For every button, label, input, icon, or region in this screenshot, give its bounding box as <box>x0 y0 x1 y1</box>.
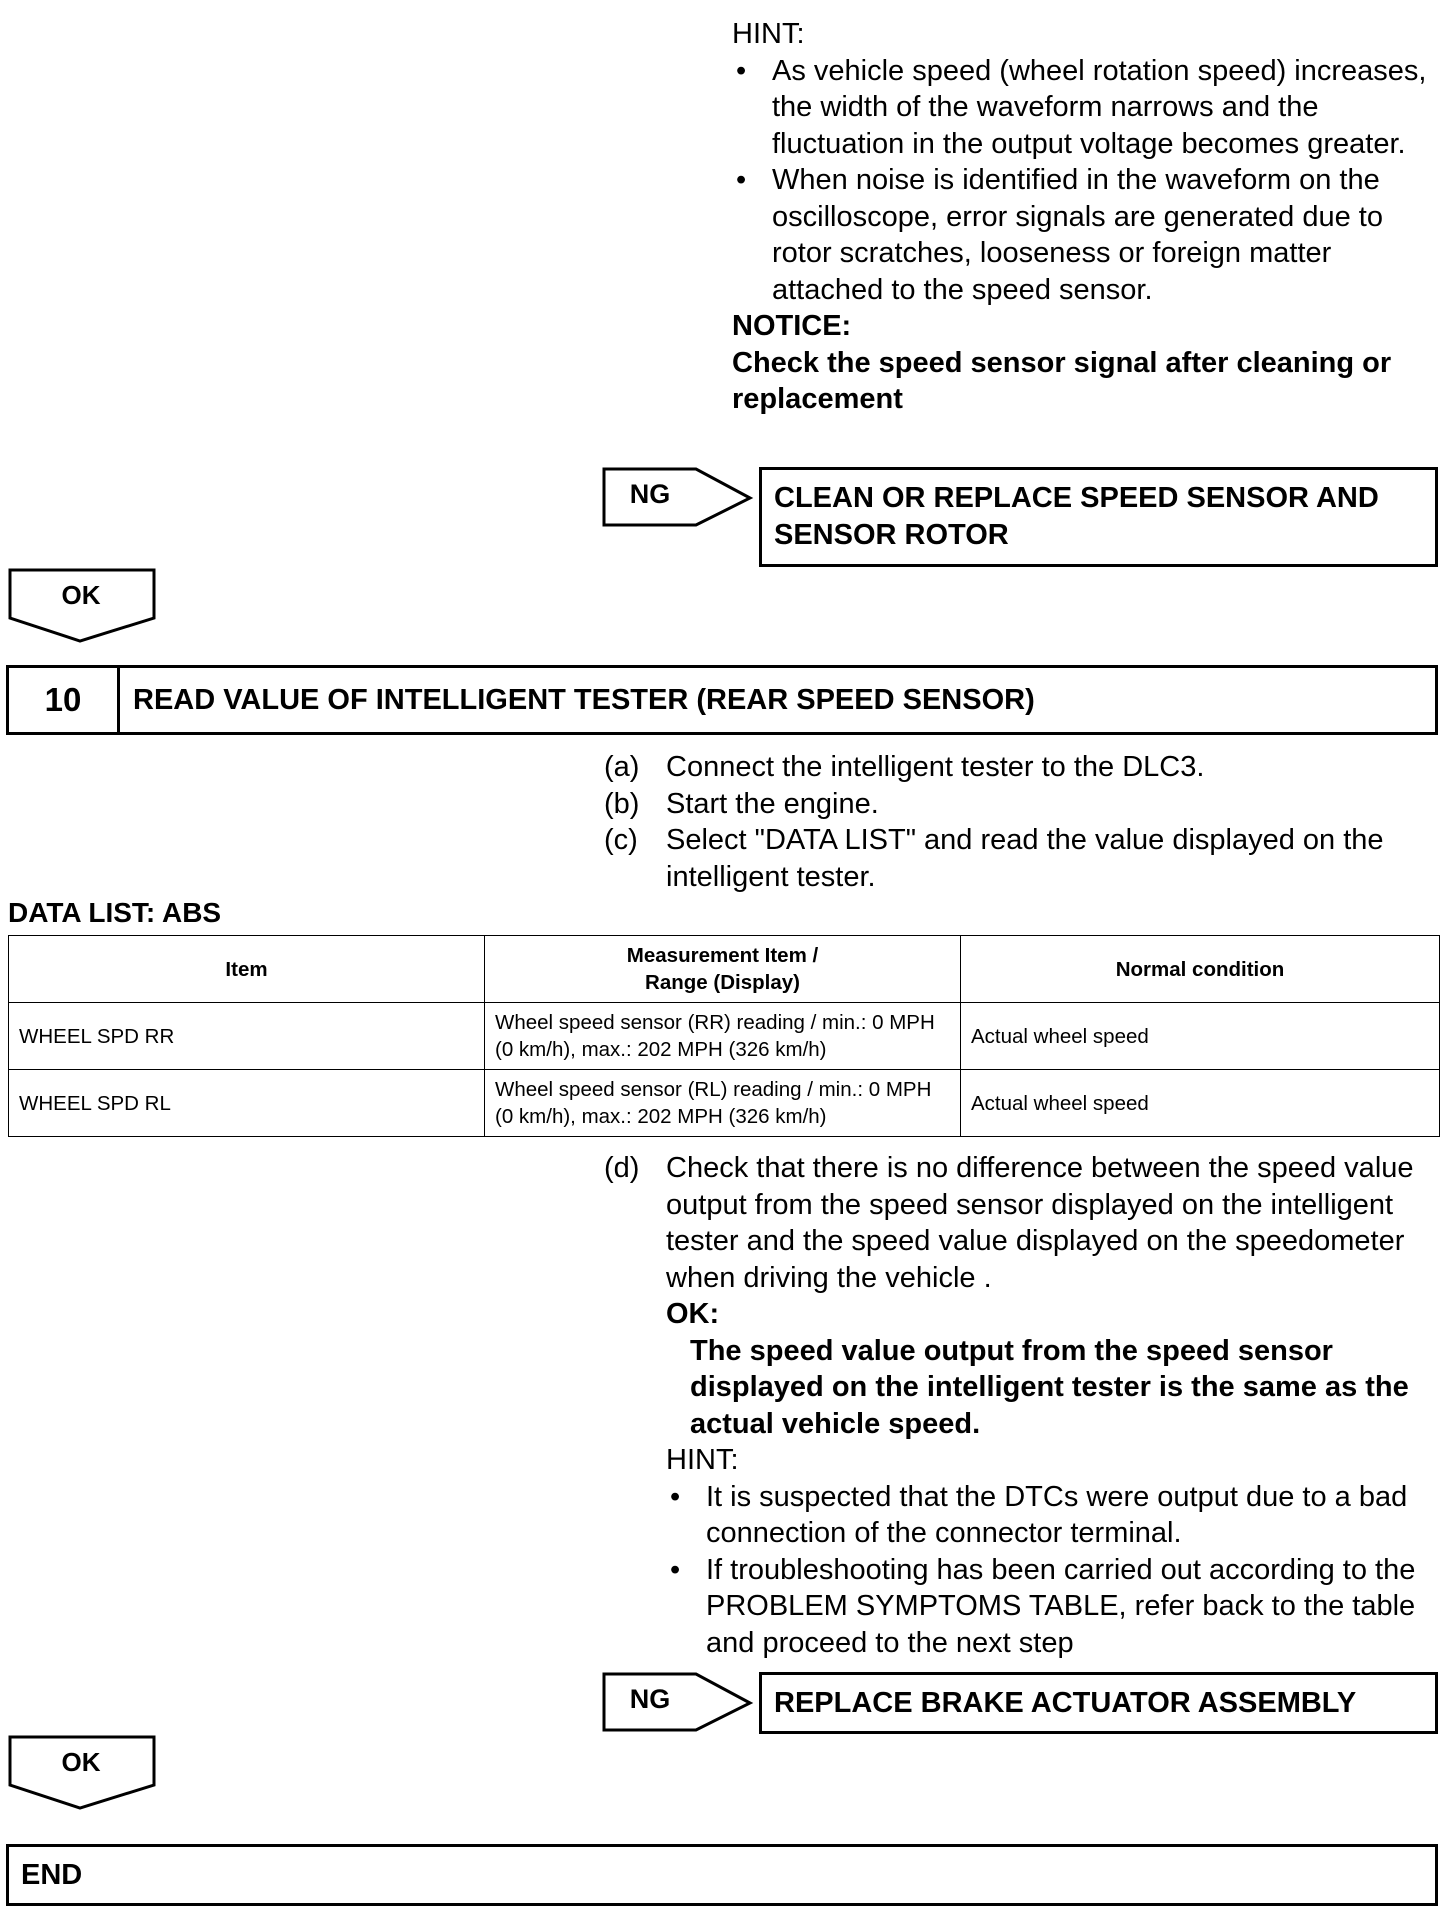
step-list <box>604 749 1444 895</box>
table-header-row <box>9 936 1440 1003</box>
table-header: Measurement Item / Range (Display) <box>485 936 961 1003</box>
table-header: Normal condition <box>961 936 1440 1003</box>
ok-condition-label: OK: <box>666 1298 720 1330</box>
ng-label: NG <box>629 1684 671 1714</box>
step-item-b: (b) Start the engine. <box>604 787 879 820</box>
ok-label: OK <box>61 580 101 610</box>
ok-condition-text: The speed value output from the speed sensor displayed on the intelligent tester is the same as the actual vehicle speed. <box>690 1334 1409 1440</box>
table-row <box>9 1070 1440 1137</box>
hint-label: HINT: <box>666 1444 739 1476</box>
table-cell: Wheel speed sensor (RL) reading / min.: 0 MPH (0 km/h), max.: 202 MPH (326 km/h) <box>485 1070 961 1137</box>
ok-arrow-icon <box>8 568 156 644</box>
table-cell: Actual wheel speed <box>961 1070 1440 1137</box>
step-header <box>6 665 1438 735</box>
ng-action-box <box>759 1672 1438 1734</box>
table-header: Item <box>9 936 485 1003</box>
end-label: END <box>21 1859 83 1891</box>
data-list-table <box>8 935 1440 1137</box>
top-hint-bullet: • When noise is identified in the waveform on the oscilloscope, error signals are generated due to rotor scratches, looseness or foreign matter attached to the speed sensor. <box>736 164 1383 306</box>
bullet-icon: • <box>670 1553 681 1586</box>
notice-text: Check the speed sensor signal after cleaning or replacement <box>732 346 1392 415</box>
table-cell: Actual wheel speed <box>961 1003 1440 1070</box>
table-cell: WHEEL SPD RR <box>9 1003 485 1070</box>
table-cell: WHEEL SPD RL <box>9 1070 485 1137</box>
bullet-icon: • <box>736 164 747 196</box>
top-hint-bullet: • As vehicle speed (wheel rotation speed) increases, the width of the waveform narrows and the fluctuation in the output voltage becomes greater. <box>736 54 1427 160</box>
ng-action-box <box>759 467 1438 567</box>
step-item-c: (c) Select "DATA LIST" and read the value displayed on the intelligent tester. <box>604 824 1384 893</box>
hint-bullet: • If troubleshooting has been carried out according to the PROBLEM SYMPTOMS TABLE, refer back to the table and proceed to the next step <box>670 1553 1416 1659</box>
end-box <box>6 1844 1438 1906</box>
ng-arrow-icon <box>602 1672 754 1734</box>
top-hint-block <box>732 16 1447 418</box>
step-item-d: (d) Check that there is no difference between the speed value output from the speed sensor displayed on the intelligent tester and the speed value displayed on the speedometer when driving the vehicle . <box>604 1152 1414 1294</box>
bullet-icon: • <box>670 1480 681 1513</box>
table-cell: Wheel speed sensor (RR) reading / min.: 0 MPH (0 km/h), max.: 202 MPH (326 km/h) <box>485 1003 961 1070</box>
bullet-icon: • <box>736 54 747 87</box>
ng-label: NG <box>629 479 671 509</box>
top-hint-label: HINT: <box>732 18 805 50</box>
ng-action-text: REPLACE BRAKE ACTUATOR ASSEMBLY <box>774 1687 1357 1719</box>
notice-label: NOTICE: <box>732 310 852 342</box>
ok-label: OK <box>61 1747 101 1777</box>
table-title: DATA LIST: ABS <box>8 897 222 928</box>
ng-arrow-icon <box>602 467 754 529</box>
step-d-block <box>604 1150 1444 1661</box>
step-number: 10 <box>9 668 120 732</box>
ok-arrow-icon <box>8 1735 156 1811</box>
hint-bullet: • It is suspected that the DTCs were output due to a bad connection of the connector terminal. <box>670 1480 1408 1549</box>
ng-action-text: CLEAN OR REPLACE SPEED SENSOR AND SENSOR ROTOR <box>774 482 1379 551</box>
step-title: READ VALUE OF INTELLIGENT TESTER (REAR SPEED SENSOR) <box>133 684 1035 716</box>
step-item-a: (a) Connect the intelligent tester to the DLC3. <box>604 751 1205 783</box>
ok-condition <box>604 1296 1444 1661</box>
table-row <box>9 1003 1440 1070</box>
